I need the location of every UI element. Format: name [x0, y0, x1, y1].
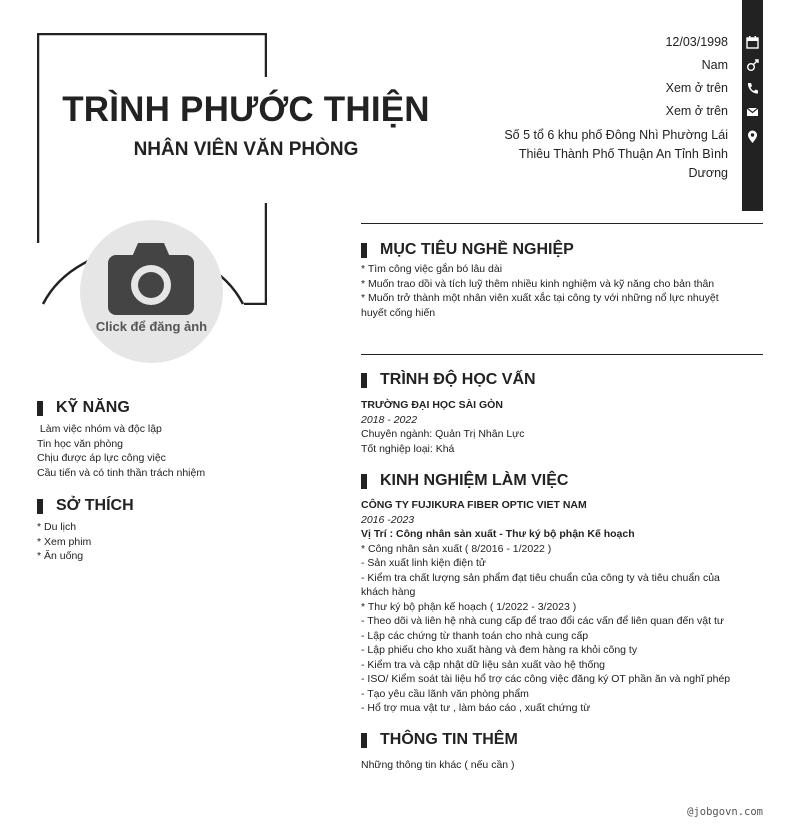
education-grade: Tốt nghiệp loại: Khá — [361, 442, 455, 455]
skill-item: Làm việc nhóm và độc lập — [37, 423, 162, 435]
skill-item: Cầu tiến và có tinh thần trách nhiệm — [37, 466, 206, 479]
photo-upload[interactable] — [80, 220, 223, 363]
education-school: TRƯỜNG ĐẠI HỌC SÀI GÒN — [361, 399, 503, 411]
experience-line: - ISO/ Kiểm soát tài liệu hổ trợ các công việc đăng ký OT phần ăn và nghĩ phép — [361, 673, 731, 685]
objective-line: huyết cống hiến — [361, 306, 436, 319]
heading-marker — [37, 401, 43, 416]
skill-item: Chịu được áp lực công việc — [37, 452, 166, 464]
job-title: NHÂN VIÊN VĂN PHÒNG — [133, 139, 359, 160]
experience-years: 2016 -2023 — [361, 513, 415, 526]
objective-line: * Tìm công việc gắn bó lâu dài — [361, 263, 503, 275]
education-heading-text: TRÌNH ĐỘ HỌC VẤN — [380, 371, 536, 388]
experience-line: * Công nhân sản xuất ( 8/2016 - 1/2022 ) — [361, 542, 552, 555]
watermark: @jobgovn.com — [687, 806, 763, 818]
experience-line: - Lập các chứng từ thanh toán cho nhà cung cấp — [361, 629, 589, 642]
experience-line: - Hổ trợ mua vật tư , làm báo cáo , xuất chứng từ — [361, 702, 591, 714]
experience-position: Vị Trí : Công nhân sản xuất - Thư ký bộ phận Kế hoạch — [361, 528, 635, 540]
extra-text: Những thông tin khác ( nếu cần ) — [361, 759, 515, 771]
heading-marker — [361, 474, 367, 489]
contact-gender: Nam — [701, 58, 728, 72]
extra-heading-text: THÔNG TIN THÊM — [380, 731, 518, 748]
heading-marker — [37, 499, 43, 514]
divider — [361, 223, 763, 224]
experience-line: * Thư ký bộ phận kế hoạch ( 1/2022 - 3/2023 ) — [361, 600, 577, 613]
experience-company: CÔNG TY FUJIKURA FIBER OPTIC VIET NAM — [361, 499, 587, 511]
contact-address-line: Dương — [688, 166, 728, 180]
experience-line: - Theo dõi và liên hệ nhà cung cấp để trao đổi các vấn để liên quan đến vật tư — [361, 615, 724, 627]
experience-line: - Tạo yêu cầu lãnh văn phòng phẩm — [361, 687, 529, 700]
heading-marker — [361, 243, 367, 258]
experience-line: - Kiểm tra và cập nhật dữ liệu sản xuất vào hệ thống — [361, 658, 606, 671]
contact-phone: Xem ở trên — [665, 81, 728, 95]
contact-address-line: Số 5 tổ 6 khu phố Đông Nhì Phường Lái — [504, 128, 728, 142]
skills-heading — [37, 399, 130, 417]
education-heading — [361, 371, 536, 389]
objective-line: * Muốn trở thành một nhân viên xuất xắc tại công ty với những nổ lực nhuyệt — [361, 292, 719, 304]
hobby-item: * Ăn uống — [37, 550, 84, 562]
email-icon — [745, 104, 760, 119]
education-major: Chuyên ngành: Quản Trị Nhân Lực — [361, 428, 525, 440]
experience-line: - Sản xuất linh kiện điện tử — [361, 557, 486, 569]
contact-icon-bar — [742, 0, 763, 211]
hobby-item: * Du lịch — [37, 521, 77, 533]
objective-heading-text: MỤC TIÊU NGHỀ NGHIỆP — [380, 241, 574, 258]
phone-icon — [745, 81, 760, 96]
camera-icon — [108, 241, 194, 315]
experience-line: - Lập phiếu cho kho xuất hàng và đem hàng ra khỏi công ty — [361, 644, 638, 656]
skills-heading-text: KỸ NĂNG — [56, 399, 130, 416]
contact-email: Xem ở trên — [665, 104, 728, 118]
location-pin-icon — [745, 129, 760, 144]
contact-birthdate: 12/03/1998 — [665, 35, 728, 49]
experience-line: khách hàng — [361, 586, 416, 598]
experience-line: - Kiểm tra chất lượng sản phẩm đạt tiêu chuẩn của công ty và tiêu chuẩn của — [361, 571, 720, 584]
heading-marker — [361, 733, 367, 748]
objective-line: * Muốn trao dồi và tích luỹ thêm nhiều kinh nghiệm và kỹ năng cho bản thân — [361, 277, 715, 290]
heading-marker — [361, 373, 367, 388]
skill-item: Tin học văn phòng — [37, 437, 124, 450]
contact-address-line: Thiêu Thành Phố Thuận An Tỉnh Bình — [518, 147, 728, 161]
experience-heading — [361, 472, 568, 490]
hobbies-heading — [37, 497, 134, 515]
hobbies-heading-text: SỞ THÍCH — [56, 497, 134, 514]
objective-heading — [361, 241, 574, 259]
candidate-name: TRÌNH PHƯỚC THIỆN — [62, 90, 430, 129]
extra-heading — [361, 731, 518, 749]
experience-heading-text: KINH NGHIỆM LÀM VIỆC — [380, 472, 569, 489]
education-years: 2018 - 2022 — [361, 413, 418, 426]
hobby-item: * Xem phim — [37, 535, 92, 548]
gender-icon — [745, 58, 760, 73]
photo-upload-label[interactable]: Click để đăng ảnh — [95, 319, 208, 334]
divider — [361, 354, 763, 355]
calendar-icon — [745, 35, 760, 50]
